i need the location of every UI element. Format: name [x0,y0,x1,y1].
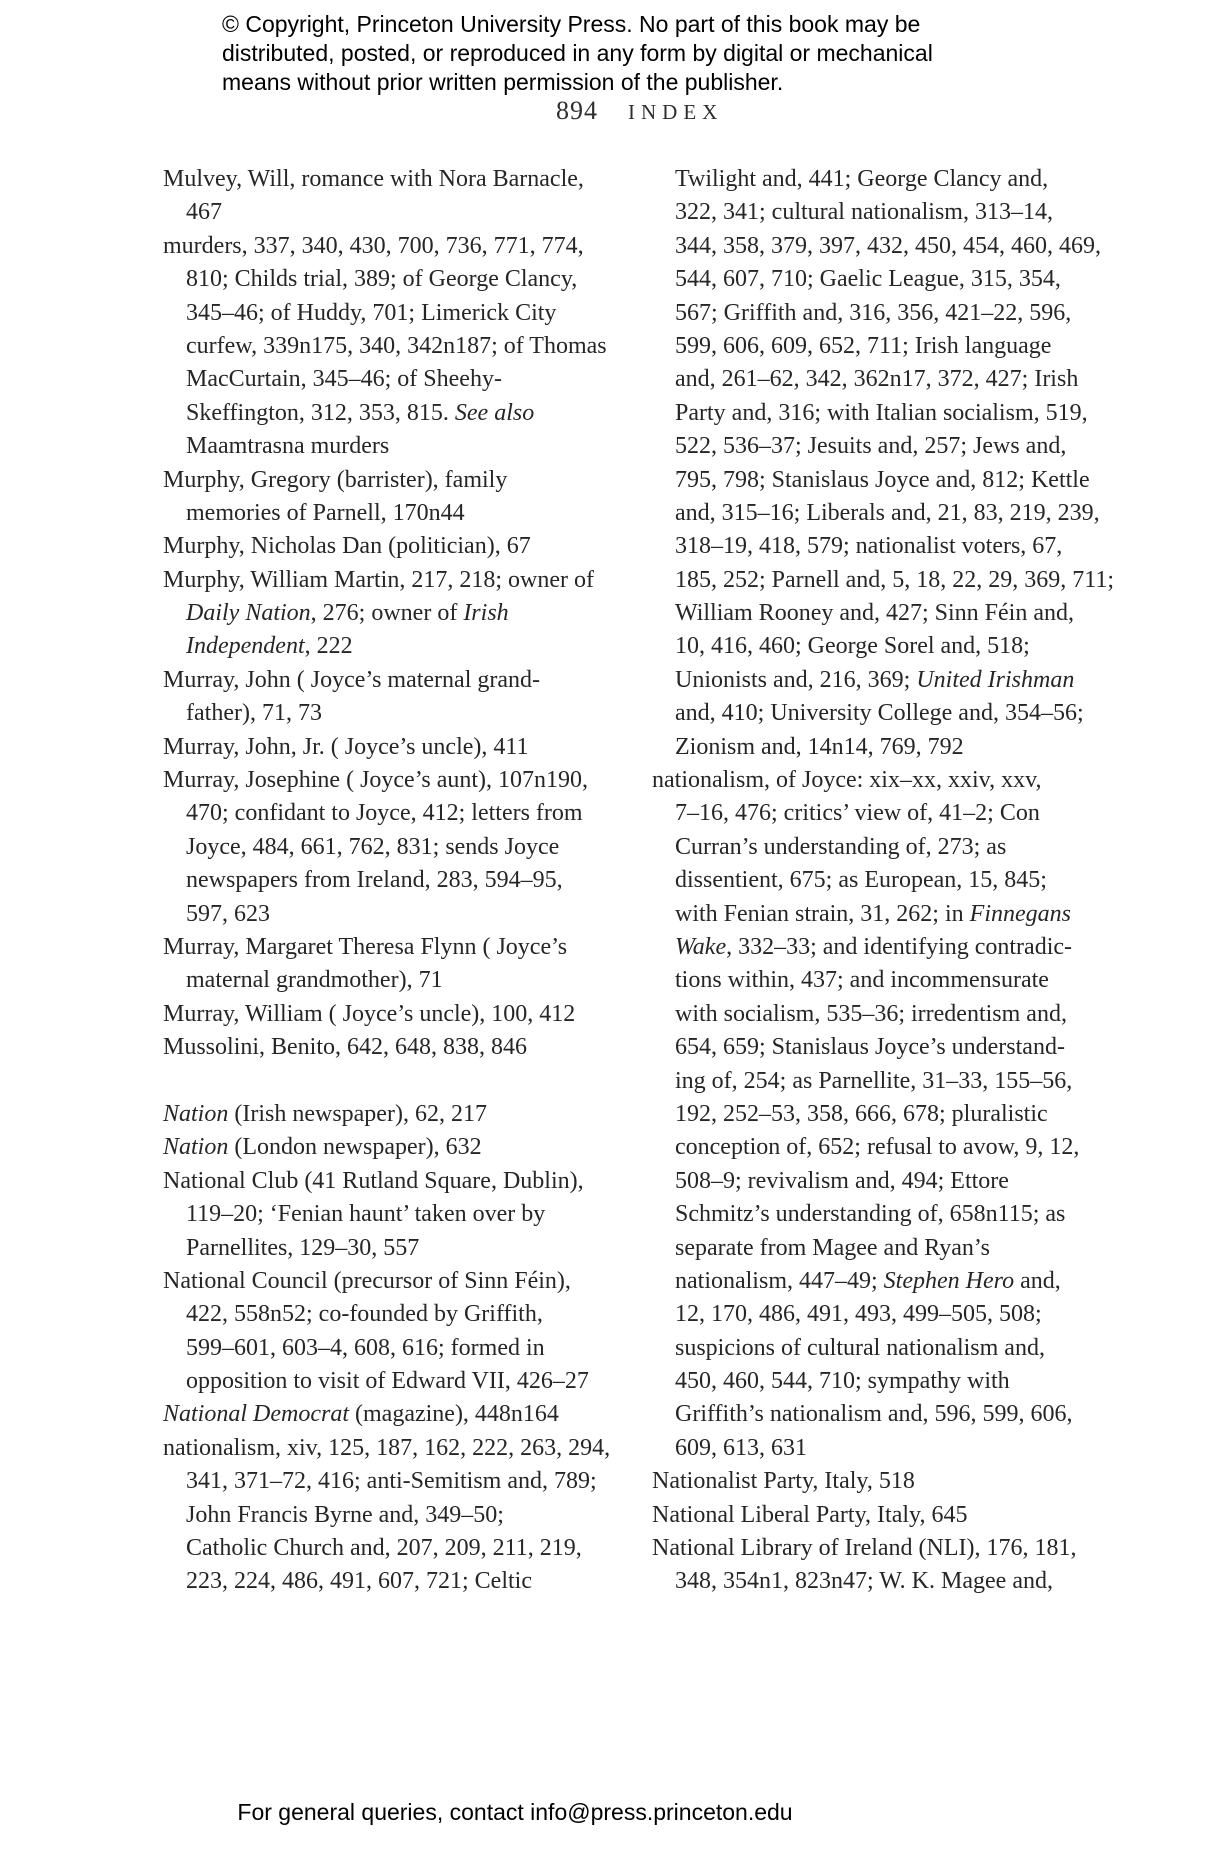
index-line: 467 [186,199,222,226]
index-line: murders, 337, 340, 430, 700, 736, 771, 774, [163,232,584,259]
index-line: and, 410; University College and, 354–56; [675,700,1084,727]
index-line: Murphy, William Martin, 217, 218; owner of [163,566,594,593]
index-line: John Francis Byrne and, 349–50; [186,1501,504,1528]
index-line: tions within, 437; and incommensurate [675,967,1049,994]
index-column-right [652,163,1132,1599]
index-line: ing of, 254; as Parnellite, 31–33, 155–56, [675,1067,1073,1094]
index-line: Twilight and, 441; George Clancy and, [675,166,1049,192]
index-line: Independent, 222 [186,633,353,660]
index-line: 654, 659; Stanislaus Joyce’s understand- [675,1034,1065,1061]
index-line: Nation (London newspaper), 632 [163,1134,482,1161]
index-line: Party and, 316; with Italian socialism, 519, [675,399,1088,426]
index-line: 470; confidant to Joyce, 412; letters from [186,800,583,827]
index-line: Murray, Margaret Theresa Flynn ( Joyce’s [163,933,568,960]
index-line: 508–9; revivalism and, 494; Ettore [675,1167,1009,1194]
index-line: father), 71, 73 [186,700,322,727]
index-line: 341, 371–72, 416; anti-Semitism and, 789; [186,1468,597,1495]
index-line: 345–46; of Huddy, 701; Limerick City [186,299,557,326]
index-line: Maamtrasna murders [186,433,390,460]
index-line: Nation (Irish newspaper), 62, 217 [163,1100,487,1127]
page-number: 894 [556,96,598,125]
index-line: 422, 558n52; co-founded by Griffith, [186,1301,543,1328]
index-line: nationalism, 447–49; Stephen Hero and, [675,1267,1061,1294]
index-line: opposition to visit of Edward VII, 426–27 [186,1368,589,1395]
index-line: 10, 416, 460; George Sorel and, 518; [675,633,1030,660]
index-line: Wake, 332–33; and identifying contradic- [675,933,1073,960]
index-line: dissentient, 675; as European, 15, 845; [675,867,1047,894]
index-line: 344, 358, 379, 397, 432, 450, 454, 460, 469, [675,232,1101,259]
index-line: Murphy, Nicholas Dan (politician), 67 [163,533,531,560]
index-line: Mulvey, Will, romance with Nora Barnacle, [163,166,584,192]
index-line: nationalism, of Joyce: xix–xx, xxiv, xxv, [652,767,1042,794]
copyright-line-2: distributed, posted, or reproduced in any form by digital or mechanical [222,40,933,66]
index-line: Griffith’s nationalism and, 596, 599, 606, [675,1401,1073,1428]
index-line: separate from Magee and Ryan’s [675,1234,990,1261]
index-column-left [163,163,643,1599]
index-line: maternal grandmother), 71 [186,967,443,994]
index-line: 12, 170, 486, 491, 493, 499–505, 508; [675,1301,1042,1328]
index-line: suspicions of cultural nationalism and, [675,1334,1045,1361]
index-line: Murray, William ( Joyce’s uncle), 100, 412 [163,1000,576,1027]
index-line: 599–601, 603–4, 608, 616; formed in [186,1334,545,1361]
index-line: 450, 460, 544, 710; sympathy with [675,1368,1010,1395]
index-line: curfew, 339n175, 340, 342n187; of Thomas [186,332,607,359]
index-line: Murphy, Gregory (barrister), family [163,466,508,493]
index-line: Nationalist Party, Italy, 518 [652,1468,915,1495]
index-line: 192, 252–53, 358, 666, 678; pluralistic [675,1100,1048,1127]
index-line: memories of Parnell, 170n44 [186,499,465,526]
copyright-line-3: means without prior written permission of the publisher. [222,69,784,95]
index-line: 7–16, 476; critics’ view of, 41–2; Con [675,800,1040,827]
index-line: Curran’s understanding of, 273; as [675,833,1007,860]
index-line: nationalism, xiv, 125, 187, 162, 222, 263, 294, [163,1434,611,1461]
index-line: and, 315–16; Liberals and, 21, 83, 219, 239, [675,499,1100,526]
index-line: with socialism, 535–36; irredentism and, [675,1000,1067,1027]
index-line: 119–20; ‘Fenian haunt’ taken over by [186,1201,546,1228]
index-line: Schmitz’s understanding of, 658n115; as [675,1201,1066,1228]
index-line: newspapers from Ireland, 283, 594–95, [186,867,563,894]
index-line: 544, 607, 710; Gaelic League, 315, 354, [675,266,1061,293]
index-line: 599, 606, 609, 652, 711; Irish language [675,332,1052,359]
index-line: Parnellites, 129–30, 557 [186,1234,420,1261]
copyright-notice [222,10,933,97]
index-line: with Fenian strain, 31, 262; in Finnegans [675,900,1071,927]
footer-contact-text: For general queries, contact info@press.princeton.edu [237,1799,793,1825]
section-title: INDEX [628,100,724,124]
index-line: Joyce, 484, 661, 762, 831; sends Joyce [186,833,560,860]
index-line: MacCurtain, 345–46; of Sheehy- [186,366,502,393]
index-line: Murray, Josephine ( Joyce’s aunt), 107n190, [163,767,589,794]
index-line: conception of, 652; refusal to avow, 9, 12, [675,1134,1080,1161]
index-line: Unionists and, 216, 369; United Irishman [675,666,1075,693]
index-line: 567; Griffith and, 316, 356, 421–22, 596, [675,299,1072,326]
copyright-line-1: © Copyright, Princeton University Press. No part of this book may be [222,11,921,37]
index-line: Mussolini, Benito, 642, 648, 838, 846 [163,1034,528,1061]
index-line: Murray, John ( Joyce’s maternal grand- [163,666,540,693]
index-line: Skeffington, 312, 353, 815. See also [186,399,535,426]
index-line: 322, 341; cultural nationalism, 313–14, [675,199,1053,226]
index-line: William Rooney and, 427; Sinn Féin and, [675,600,1074,627]
index-line: 609, 613, 631 [675,1434,807,1461]
page-header [556,96,723,126]
index-line: and, 261–62, 342, 362n17, 372, 427; Irish [675,366,1079,393]
index-line: Daily Nation, 276; owner of Irish [186,600,509,627]
index-line: 810; Childs trial, 389; of George Clancy, [186,266,578,293]
index-line: 185, 252; Parnell and, 5, 18, 22, 29, 369, 711; [675,566,1115,593]
page-footer [0,1799,1030,1826]
index-line: Catholic Church and, 207, 209, 211, 219, [186,1535,582,1562]
index-line: National Council (precursor of Sinn Féin), [163,1267,571,1294]
index-line: 318–19, 418, 579; nationalist voters, 67, [675,533,1063,560]
index-line: National Club (41 Rutland Square, Dublin), [163,1167,584,1194]
index-line: Murray, John, Jr. ( Joyce’s uncle), 411 [163,733,529,760]
index-line: National Liberal Party, Italy, 645 [652,1501,968,1528]
index-line: 522, 536–37; Jesuits and, 257; Jews and, [675,433,1067,460]
index-line: Zionism and, 14n14, 769, 792 [675,733,964,760]
index-line: 348, 354n1, 823n47; W. K. Magee and, [675,1568,1053,1595]
index-line: 597, 623 [186,900,270,927]
blank-line [163,1065,643,1098]
index-line: 795, 798; Stanislaus Joyce and, 812; Kettle [675,466,1090,493]
index-line: National Library of Ireland (NLI), 176, 181, [652,1535,1077,1562]
index-line: National Democrat (magazine), 448n164 [163,1401,559,1428]
index-line: 223, 224, 486, 491, 607, 721; Celtic [186,1568,532,1595]
